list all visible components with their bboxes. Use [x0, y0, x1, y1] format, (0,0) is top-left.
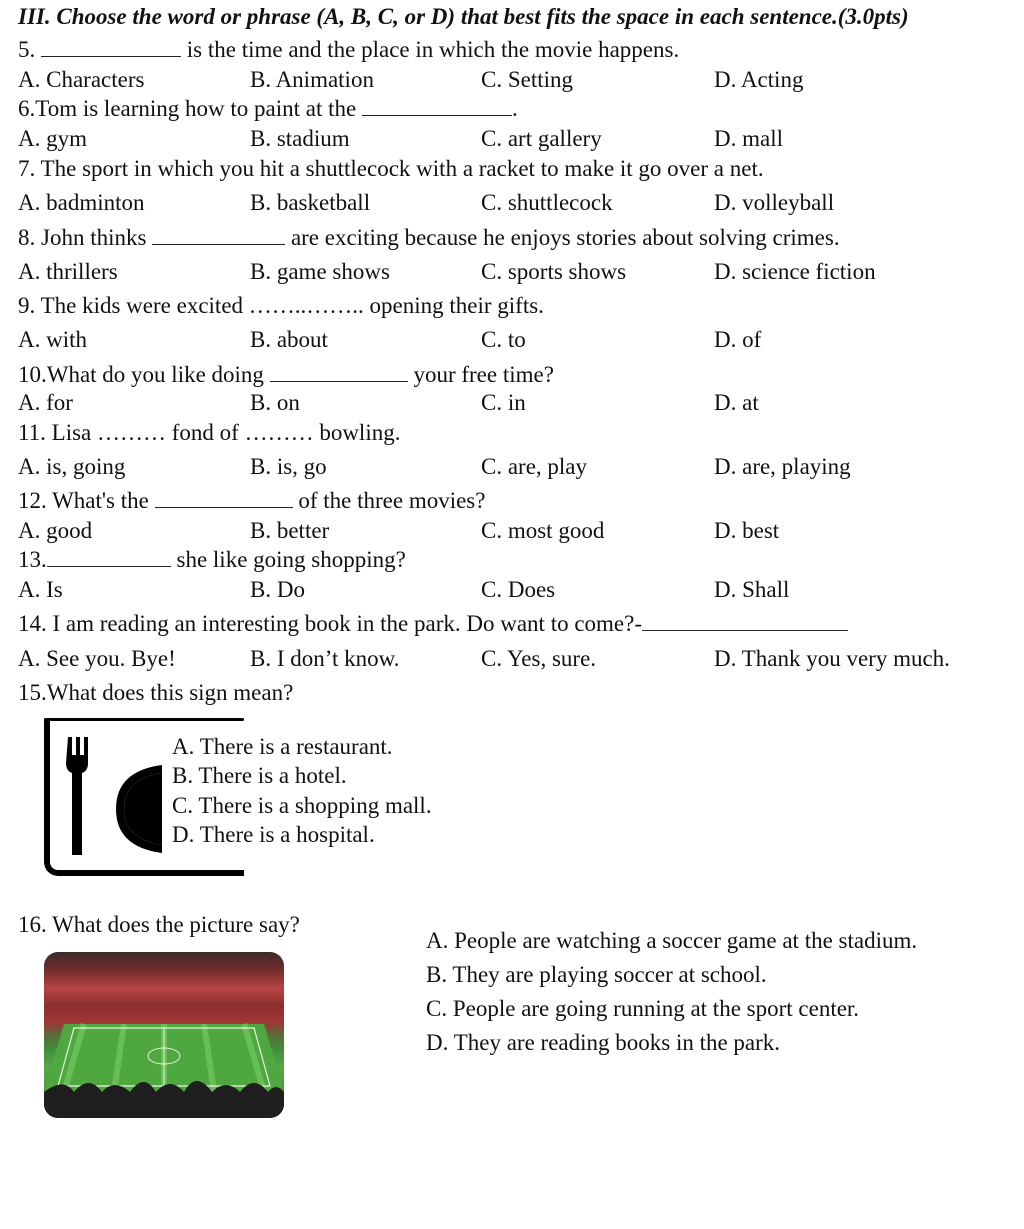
q6-option-d: D. mall	[714, 126, 783, 151]
q12-option-a: A. good	[18, 518, 93, 543]
question-12	[18, 487, 485, 515]
q5-suffix: is the time and the place in which the movie happens.	[186, 37, 680, 62]
q13-blank	[47, 546, 171, 567]
q13-option-b: B. Do	[250, 577, 305, 602]
q10-suffix: your free time?	[413, 362, 554, 387]
q7-option-a: A. badminton	[18, 190, 145, 215]
q14-blank	[642, 610, 848, 631]
q15-option-d: D. There is a hospital.	[172, 822, 375, 847]
q5-option-b: B. Animation	[250, 67, 374, 92]
q10-option-d: D. at	[714, 390, 759, 415]
question-10	[18, 361, 554, 389]
q12-prefix: 12. What's the	[18, 488, 149, 513]
q9-option-a: A. with	[18, 327, 87, 352]
q11-option-a: A. is, going	[18, 454, 126, 479]
question-13	[18, 546, 406, 574]
q9-option-b: B. about	[250, 327, 328, 352]
q14-option-d: D. Thank you very much.	[714, 646, 950, 671]
q5-prefix: 5.	[18, 37, 36, 62]
q6-option-c: C. art gallery	[481, 126, 602, 151]
q13-option-d: D. Shall	[714, 577, 790, 602]
question-16: 16. What does the picture say?	[18, 912, 300, 937]
q10-option-c: C. in	[481, 390, 526, 415]
q8-option-a: A. thrillers	[18, 259, 118, 284]
q12-option-b: B. better	[250, 518, 330, 543]
q16-option-b: B. They are playing soccer at school.	[426, 962, 767, 987]
q9-option-d: D. of	[714, 327, 762, 352]
q8-option-d: D. science fiction	[714, 259, 876, 284]
q16-option-a: A. People are watching a soccer game at the stadium.	[426, 928, 918, 953]
q8-blank	[152, 224, 285, 245]
q8-suffix: are exciting because he enjoys stories about solving crimes.	[290, 225, 840, 250]
q14-option-c: C. Yes, sure.	[481, 646, 597, 671]
question-5	[18, 36, 679, 64]
q10-option-a: A. for	[18, 390, 73, 415]
q12-option-c: C. most good	[481, 518, 605, 543]
q13-suffix: she like going shopping?	[176, 547, 406, 572]
q11-option-d: D. are, playing	[714, 454, 851, 479]
q14-prefix: 14. I am reading an interesting book in the park. Do want to come?-	[18, 611, 643, 636]
question-9: 9. The kids were excited ……..…….. opening their gifts.	[18, 293, 544, 318]
q5-blank	[41, 36, 181, 57]
q15-option-c: C. There is a shopping mall.	[172, 793, 432, 818]
q12-option-d: D. best	[714, 518, 780, 543]
q16-option-c: C. People are going running at the sport center.	[426, 996, 860, 1021]
q13-option-c: C. Does	[481, 577, 556, 602]
q14-option-b: B. I don’t know.	[250, 646, 400, 671]
q15-option-a: A. There is a restaurant.	[172, 734, 393, 759]
question-14	[18, 610, 848, 638]
q6-option-a: A. gym	[18, 126, 87, 151]
q5-option-a: A. Characters	[18, 67, 145, 92]
q6-prefix: 6.Tom is learning how to paint at the	[18, 96, 357, 121]
q6-suffix: .	[511, 96, 518, 121]
fork-knife-icon	[58, 737, 178, 867]
q8-option-b: B. game shows	[250, 259, 390, 284]
q7-option-b: B. basketball	[250, 190, 371, 215]
q6-option-b: B. stadium	[250, 126, 350, 151]
q5-option-d: D. Acting	[714, 67, 804, 92]
q7-option-d: D. volleyball	[714, 190, 835, 215]
q13-prefix: 13.	[18, 547, 47, 572]
question-7: 7. The sport in which you hit a shuttlecock with a racket to make it go over a net.	[18, 156, 764, 181]
q7-option-c: C. shuttlecock	[481, 190, 613, 215]
q8-prefix: 8. John thinks	[18, 225, 147, 250]
q12-suffix: of the three movies?	[298, 488, 486, 513]
q10-prefix: 10.What do you like doing	[18, 362, 264, 387]
q9-option-c: C. to	[481, 327, 526, 352]
q11-option-b: B. is, go	[250, 454, 327, 479]
question-11: 11. Lisa ……… fond of ……… bowling.	[18, 420, 401, 445]
q10-option-b: B. on	[250, 390, 300, 415]
q14-option-a: A. See you. Bye!	[18, 646, 176, 671]
q6-blank	[362, 95, 512, 116]
q16-option-d: D. They are reading books in the park.	[426, 1030, 781, 1055]
stadium-photo	[44, 952, 284, 1118]
q11-option-c: C. are, play	[481, 454, 588, 479]
question-15: 15.What does this sign mean?	[18, 680, 294, 705]
q13-option-a: A. Is	[18, 577, 63, 602]
q15-option-b: B. There is a hotel.	[172, 763, 347, 788]
q10-blank	[270, 361, 408, 382]
q12-blank	[155, 487, 293, 508]
question-6	[18, 95, 518, 123]
q5-option-c: C. Setting	[481, 67, 574, 92]
exercise-title: III. Choose the word or phrase (A, B, C, or D) that best fits the space in each sentence.(3.0pts)	[18, 4, 909, 29]
stadium-illustration	[44, 952, 284, 1118]
question-8	[18, 224, 840, 252]
q8-option-c: C. sports shows	[481, 259, 627, 284]
